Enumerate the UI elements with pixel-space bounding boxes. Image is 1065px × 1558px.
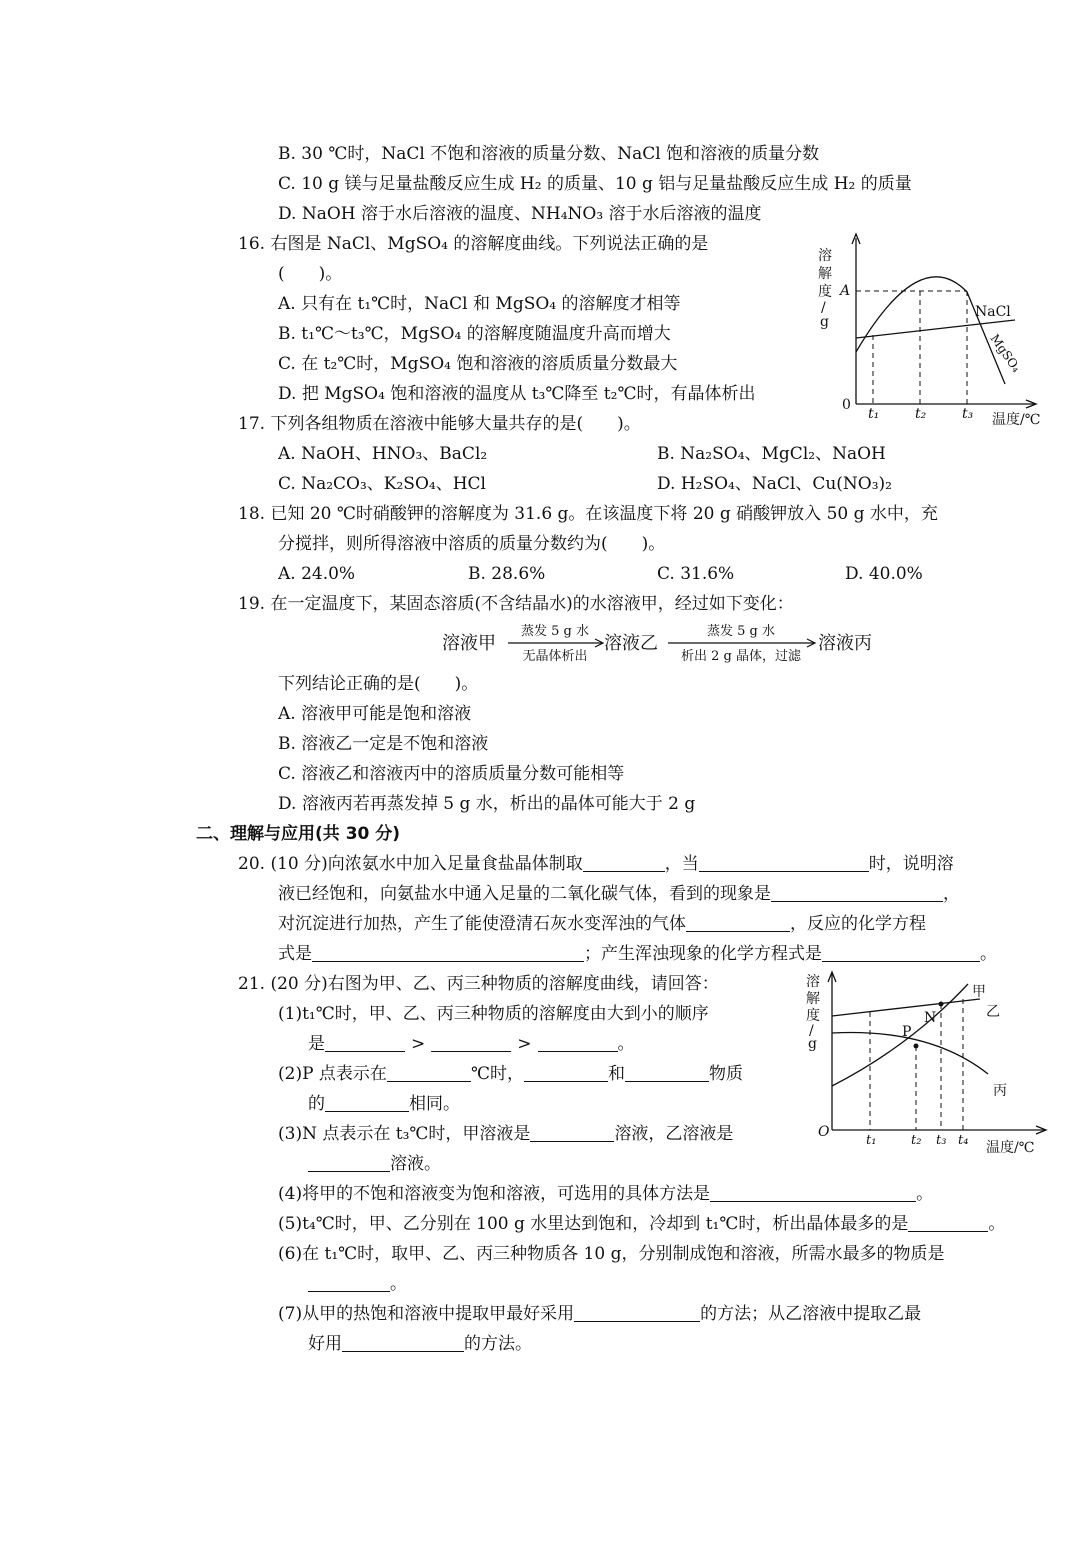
fig21-tick-t3: t₃ <box>936 1133 947 1148</box>
q18-option-d: D. 40.0% <box>845 564 923 584</box>
q15-option-c: C. 10 g 镁与足量盐酸反应生成 H₂ 的质量、10 g 铝与足量盐酸反应生成 H₂ 的质量 <box>278 174 912 194</box>
q21-2-blank-d[interactable] <box>325 1093 409 1112</box>
fig16-tick-t3: t₃ <box>962 406 974 422</box>
q21-solubility-figure <box>800 966 1055 1162</box>
q21-part4 <box>278 1182 933 1206</box>
q19-option-c: C. 溶液乙和溶液丙中的溶质质量分数可能相等 <box>278 764 625 784</box>
scheme-solution-bing: 溶液丙 <box>818 633 872 654</box>
q21-1-end: 。 <box>617 1034 635 1054</box>
q17-option-b: B. Na₂SO₄、MgCl₂、NaOH <box>657 444 886 464</box>
q20-text-9: ；产生浑浊现象的化学方程式是 <box>584 944 822 964</box>
fig21-ylabel-4: g <box>808 1036 817 1052</box>
fig21-ylabel-2: 度 <box>806 1008 820 1024</box>
fig16-tick-t1: t₁ <box>868 406 880 422</box>
q15-option-d: D. NaOH 溶于水后溶液的温度、NH₄NO₃ 溶于水后溶液的温度 <box>278 204 762 224</box>
scheme-arrow-1 <box>506 618 606 666</box>
fig21-point-p: P <box>902 1024 912 1040</box>
q18-stem-line1: 18. 已知 20 ℃时硝酸钾的溶解度为 31.6 g。在该温度下将 20 g 硝酸钾放入 50 g 水中，充 <box>238 504 938 524</box>
q21-stem: 21. (20 分)右图为甲、乙、丙三种物质的溶解度曲线，请回答： <box>238 974 719 994</box>
q21-7-text-b: 的方法；从乙溶液中提取乙最 <box>700 1304 922 1324</box>
scheme-arrow2-top: 蒸发 5 g 水 <box>707 624 775 639</box>
q21-5-text: (5)t₄℃时，甲、乙分别在 100 g 水里达到饱和，冷却到 t₁℃时，析出晶体最多的是 <box>278 1214 909 1234</box>
fig16-ylabel-3: / <box>821 300 826 316</box>
q20-line3 <box>278 912 926 936</box>
q21-2-blank-a[interactable] <box>387 1063 471 1082</box>
q16-stem: 16. 右图是 NaCl、MgSO₄ 的溶解度曲线。下列说法正确的是 <box>238 234 709 254</box>
q20-text-8: 式是 <box>278 944 312 964</box>
q21-3-blank-a[interactable] <box>530 1123 614 1142</box>
q19-option-a: A. 溶液甲可能是饱和溶液 <box>278 704 472 724</box>
fig21-point-n: N <box>924 1010 937 1026</box>
q20-blank-6[interactable] <box>822 943 980 962</box>
q21-part6-line1: (6)在 t₁℃时，取甲、乙、丙三种物质各 10 g，分别制成饱和溶液，所需水最多的物质是 <box>278 1244 945 1264</box>
section-2-heading: 二、理解与应用(共 30 分) <box>196 824 401 844</box>
q21-6-blank[interactable] <box>308 1273 390 1292</box>
fig16-origin: 0 <box>842 397 851 413</box>
scheme-arrow-2 <box>666 618 818 666</box>
q17-option-c: C. Na₂CO₃、K₂SO₄、HCl <box>278 474 486 494</box>
q21-part3-line2 <box>308 1152 441 1176</box>
q20-text-1: 20. (10 分)向浓氨水中加入足量食盐晶体制取 <box>238 854 583 874</box>
q21-7-text-d: 的方法。 <box>464 1334 532 1354</box>
q18-option-a: A. 24.0% <box>278 564 356 584</box>
fig16-a-label: A <box>840 283 851 299</box>
q20-text-6: 对沉淀进行加热，产生了能使澄清石灰水变浑浊的气体 <box>278 914 686 934</box>
fig21-ylabel-3: / <box>809 1023 814 1039</box>
q21-4-text: (4)将甲的不饱和溶液变为饱和溶液，可选用的具体方法是 <box>278 1184 711 1204</box>
q21-1-text: 是 <box>308 1034 325 1054</box>
fig16-ylabel-0: 溶 <box>818 248 832 264</box>
q16-solubility-figure <box>810 228 1050 434</box>
q20-text-3: 时，说明溶 <box>868 854 954 874</box>
q21-1-blank-c[interactable] <box>538 1033 618 1052</box>
q21-gt-1: > <box>411 1034 426 1054</box>
q16-answer-paren: ( )。 <box>278 264 343 284</box>
q21-part5 <box>278 1212 1005 1236</box>
q20-text-2: ，当 <box>664 854 699 874</box>
q17-option-a: A. NaOH、HNO₃、BaCl₂ <box>278 444 488 464</box>
q21-4-end: 。 <box>916 1184 934 1204</box>
q21-3-blank-b[interactable] <box>308 1153 390 1172</box>
scheme-arrow2-bottom: 析出 2 g 晶体，过滤 <box>681 649 801 664</box>
q21-gt-2: > <box>517 1034 532 1054</box>
q21-part7-line1 <box>278 1302 921 1326</box>
scheme-arrow1-bottom: 无晶体析出 <box>522 649 588 664</box>
q21-part2-line2 <box>308 1092 460 1116</box>
q21-3-text-a: (3)N 点表示在 t₃℃时，甲溶液是 <box>278 1124 531 1144</box>
fig21-xlabel: 温度/℃ <box>986 1140 1035 1156</box>
fig21-tick-t4: t₄ <box>958 1133 969 1148</box>
fig21-tick-t2: t₂ <box>911 1133 922 1148</box>
fig21-label-jia: 甲 <box>972 984 986 1000</box>
scheme-arrow1-top: 蒸发 5 g 水 <box>521 624 589 639</box>
q20-blank-4[interactable] <box>686 913 790 932</box>
q21-part6-line2 <box>308 1272 407 1296</box>
q16-option-b: B. t₁℃～t₃℃，MgSO₄ 的溶解度随温度升高而增大 <box>278 324 671 344</box>
q20-line1 <box>238 852 954 876</box>
q19-option-d: D. 溶液丙若再蒸发掉 5 g 水，析出的晶体可能大于 2 g <box>278 794 696 814</box>
q16-option-c: C. 在 t₂℃时，MgSO₄ 饱和溶液的溶质质量分数最大 <box>278 354 678 374</box>
q21-2-text-c: 和 <box>607 1064 625 1084</box>
q21-2-text-d: 物质 <box>708 1064 743 1084</box>
fig16-ylabel-4: g <box>820 314 829 330</box>
q21-1-blank-b[interactable] <box>431 1033 511 1052</box>
q21-part1-line2 <box>308 1032 635 1056</box>
q20-line4 <box>278 942 997 966</box>
q21-4-blank[interactable] <box>710 1183 916 1202</box>
q20-blank-3[interactable] <box>771 883 943 902</box>
q17-option-d: D. H₂SO₄、NaCl、Cu(NO₃)₂ <box>657 474 892 494</box>
q21-7-text-a: (7)从甲的热饱和溶液中提取甲最好采用 <box>278 1304 575 1324</box>
q19-after: 下列结论正确的是( )。 <box>278 674 479 694</box>
fig21-ylabel-0: 溶 <box>806 974 820 990</box>
q21-3-text-b: 溶液，乙溶液是 <box>614 1124 734 1144</box>
q20-text-5: ， <box>943 884 960 904</box>
q20-text-7: ，反应的化学方程 <box>790 914 926 934</box>
q21-7-blank-a[interactable] <box>574 1303 700 1322</box>
fig16-ylabel-2: 度 <box>818 284 832 300</box>
q18-option-b: B. 28.6% <box>468 564 546 584</box>
q18-option-c: C. 31.6% <box>657 564 735 584</box>
q19-stem: 19. 在一定温度下，某固态溶质(不含结晶水)的水溶液甲，经过如下变化： <box>238 594 794 614</box>
fig21-ylabel-1: 解 <box>806 991 820 1007</box>
q21-part3-line1 <box>278 1122 733 1146</box>
q21-6-end: 。 <box>390 1274 407 1294</box>
q20-text-10: 。 <box>980 944 997 964</box>
q16-option-a: A. 只有在 t₁℃时，NaCl 和 MgSO₄ 的溶解度才相等 <box>278 294 681 314</box>
q18-stem-line2: 分搅拌，则所得溶液中溶质的质量分数约为( )。 <box>278 534 666 554</box>
q20-text-4: 液已经饱和，向氨盐水中通入足量的二氧化碳气体，看到的现象是 <box>278 884 771 904</box>
q21-7-blank-b[interactable] <box>342 1333 464 1352</box>
fig21-label-yi: 乙 <box>986 1004 1000 1020</box>
q20-line2 <box>278 882 960 906</box>
q17-stem: 17. 下列各组物质在溶液中能够大量共存的是( )。 <box>238 414 641 434</box>
q21-7-text-c: 好用 <box>308 1334 342 1354</box>
q21-2-blank-b[interactable] <box>524 1063 608 1082</box>
q21-part7-line2 <box>308 1332 532 1356</box>
q21-2-text-b: ℃时， <box>470 1064 524 1084</box>
fig16-xlabel: 温度/℃ <box>992 412 1041 428</box>
fig21-tick-t1: t₁ <box>866 1133 877 1148</box>
q21-1-blank-a[interactable] <box>325 1033 405 1052</box>
q20-blank-5[interactable] <box>312 943 584 962</box>
q21-part1-line1: (1)t₁℃时，甲、乙、丙三种物质的溶解度由大到小的顺序 <box>278 1004 709 1024</box>
fig16-mgso4-label: MgSO₄ <box>987 331 1024 375</box>
q15-option-b: B. 30 ℃时，NaCl 不饱和溶液的质量分数、NaCl 饱和溶液的质量分数 <box>278 144 820 164</box>
q21-part2-line1 <box>278 1062 743 1086</box>
fig16-nacl-label: NaCl <box>975 304 1011 320</box>
q21-2-text-f: 相同。 <box>409 1094 460 1114</box>
scheme-solution-yi: 溶液乙 <box>604 633 658 654</box>
q21-5-end: 。 <box>988 1214 1006 1234</box>
q21-2-text-e: 的 <box>308 1094 325 1114</box>
q21-5-blank[interactable] <box>908 1213 988 1232</box>
q21-2-text-a: (2)P 点表示在 <box>278 1064 387 1084</box>
fig21-origin: O <box>818 1124 830 1140</box>
fig16-tick-t2: t₂ <box>915 406 927 422</box>
q20-blank-1[interactable] <box>583 853 665 872</box>
q19-option-b: B. 溶液乙一定是不饱和溶液 <box>278 734 489 754</box>
q16-option-d: D. 把 MgSO₄ 饱和溶液的温度从 t₃℃降至 t₂℃时，有晶体析出 <box>278 384 756 404</box>
scheme-solution-jia: 溶液甲 <box>442 633 496 654</box>
fig16-ylabel-1: 解 <box>818 266 832 282</box>
q21-3-text-c: 溶液。 <box>390 1154 441 1174</box>
fig21-label-bing: 丙 <box>993 1083 1007 1099</box>
q20-blank-2[interactable] <box>699 853 869 872</box>
q21-2-blank-c[interactable] <box>625 1063 709 1082</box>
